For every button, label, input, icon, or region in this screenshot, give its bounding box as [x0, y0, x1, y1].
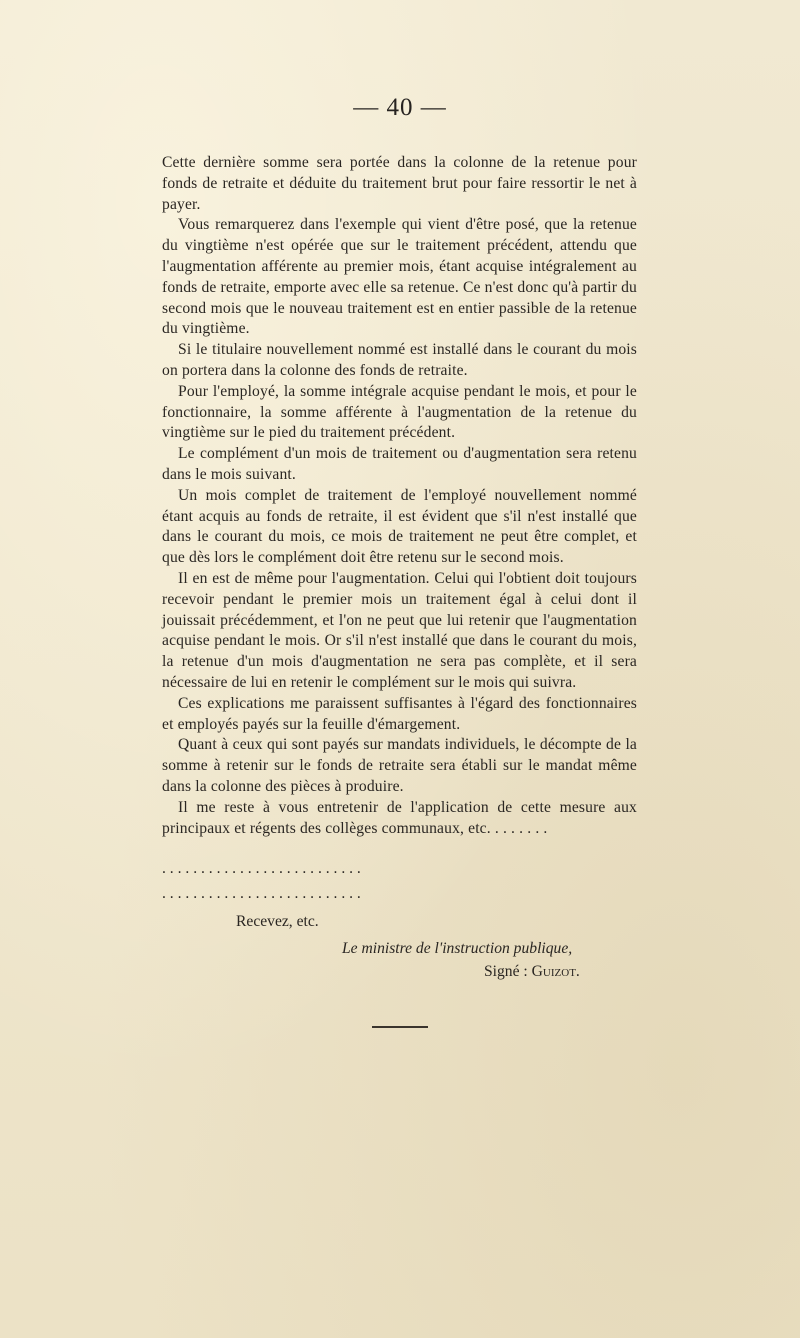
paragraph-10: Il me reste à vous entretenir de l'application de cette mesure aux principaux et régents des collèges communaux, etc. . . . . . . .	[162, 798, 637, 837]
paragraph-2: Vous remarquerez dans l'exemple qui vient d'être posé, que la retenue du vingtième n'est opérée que sur le traitement précédent, attendu que l'augmentation afférente au premier mois, étant acquise intégralement au fonds de retraite, emporte avec elle sa retenue. Ce n'est donc qu'à partir du second mois que le nouveau traitement est en entier passible de la retenue du vingtième.	[162, 216, 637, 338]
signature-name: Guizot.	[531, 963, 580, 980]
signature	[484, 963, 580, 981]
paragraph-7: Il en est de même pour l'augmentation. Celui qui l'obtient doit toujours recevoir pendant le premier mois un traitement égal à celui dont il jouissait précédemment, et l'on ne peut que lui retenir que l'augmentation acquise pendant le mois. Or s'il n'est installé que dans le courant du mois, la retenue d'un mois d'augmentation ne sera pas complète, et il sera nécessaire de lui en retenir le complément sur le mois qui suivra.	[162, 569, 637, 691]
end-rule	[372, 1026, 428, 1028]
paragraph-6: Un mois complet de traitement de l'employé nouvellement nommé étant acquis au fonds de retraite, il est évident que s'il n'est installé que dans le courant du mois, ce mois de traitement ne peut être complet, et que dès lors le complément doit être retenu sur le second mois.	[162, 486, 637, 567]
signature-title: Le ministre de l'instruction publique,	[342, 940, 573, 957]
paragraph-5: Le complément d'un mois de traitement ou d'augmentation sera retenu dans le mois suivant.	[162, 445, 637, 483]
page-number: — 40 —	[353, 94, 447, 121]
body-text	[162, 153, 637, 839]
closing-salutation: Recevez, etc.	[236, 913, 319, 930]
paragraph-1: Cette dernière somme sera portée dans la colonne de la retenue pour fonds de retraite et déduite du traitement brut pour faire ressortir le net à payer.	[162, 154, 637, 213]
paragraph-4: Pour l'employé, la somme intégrale acquise pendant le mois, et pour le fonctionnaire, la somme afférente à l'augmentation de la retenue du vingtième sur le pied du traitement précédent.	[162, 382, 637, 442]
paragraph-8: Ces explications me paraissent suffisantes à l'égard des fonctionnaires et employés payés sur la feuille d'émargement.	[162, 694, 637, 733]
paragraph-3: Si le titulaire nouvellement nommé est installé dans le courant du mois on portera dans la colonne des fonds de retraite.	[162, 341, 637, 379]
ellipsis-line-2: . . . . . . . . . . . . . . . . . . . . . . . . . .	[162, 885, 361, 902]
paragraph-9: Quant à ceux qui sont payés sur mandats individuels, le décompte de la somme à retenir sur le fonds de retraite sera établi sur le mandat même dans la colonne des pièces à produire.	[162, 736, 637, 795]
ellipsis-line-1: . . . . . . . . . . . . . . . . . . . . . . . . . .	[162, 860, 361, 877]
signature-prefix: Signé :	[484, 963, 532, 980]
